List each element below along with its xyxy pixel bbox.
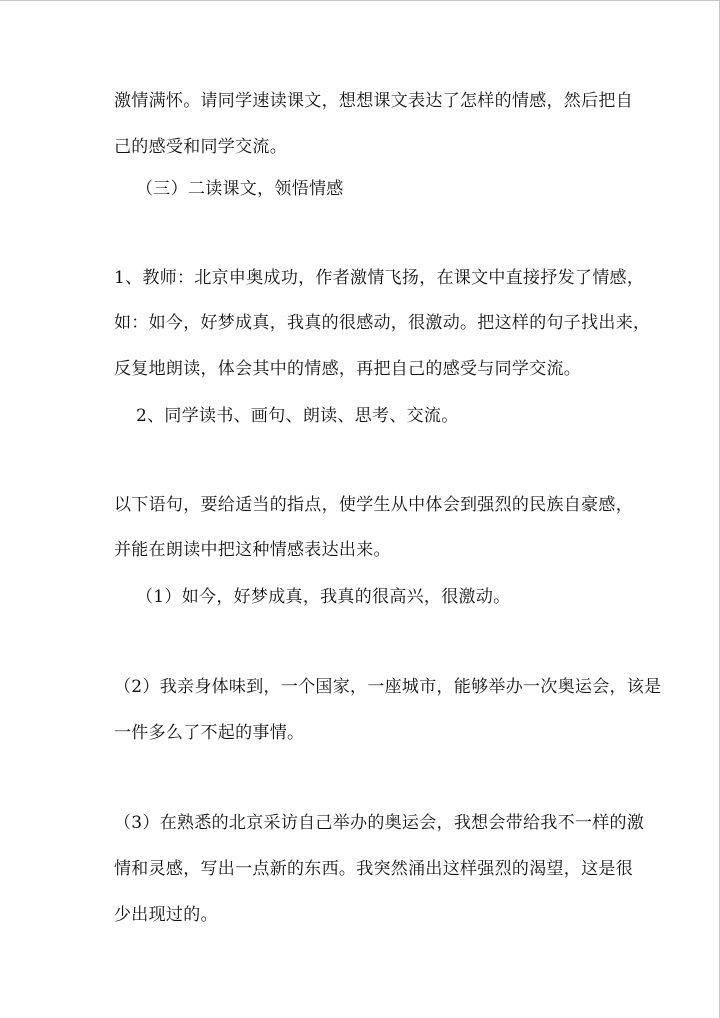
section-heading: （三）二读课文，领悟情感 <box>136 179 344 199</box>
example-sentence-3-line-1: （3）在熟悉的北京采访自己举办的奥运会，我想会带给我不一样的激 <box>114 813 645 833</box>
example-sentence-3-line-3: 少出现过的。 <box>114 905 218 925</box>
paragraph-line-8: 并能在朗读中把这种情感表达出来。 <box>114 540 391 560</box>
paragraph-line-3: 1、教师：北京申奥成功，作者激情飞扬，在课文中直接抒发了情感， <box>114 268 645 288</box>
paragraph-line-6: 2、同学读书、画句、朗读、思考、交流。 <box>136 406 459 426</box>
paragraph-line-7: 以下语句，要给适当的指点，使学生从中体会到强烈的民族自豪感， <box>114 495 633 515</box>
example-sentence-1: （1）如今，好梦成真，我真的很高兴，很激动。 <box>136 587 511 607</box>
example-sentence-2-line-1: （2）我亲身体味到，一个国家，一座城市，能够举办一次奥运会，该是 <box>114 677 662 697</box>
paragraph-line-4: 如：如今，好梦成真，我真的很感动，很激动。把这样的句子找出来， <box>114 313 651 333</box>
example-sentence-3-line-2: 情和灵感，写出一点新的东西。我突然涌出这样强烈的渴望，这是很 <box>114 859 633 879</box>
paragraph-line-5: 反复地朗读，体会其中的情感，再把自己的感受与同学交流。 <box>114 359 582 379</box>
paragraph-line-1: 激情满怀。请同学速读课文，想想课文表达了怎样的情感，然后把自 <box>114 91 633 111</box>
example-sentence-2-line-2: 一件多么了不起的事情。 <box>114 723 305 743</box>
paragraph-line-2: 己的感受和同学交流。 <box>114 137 287 157</box>
